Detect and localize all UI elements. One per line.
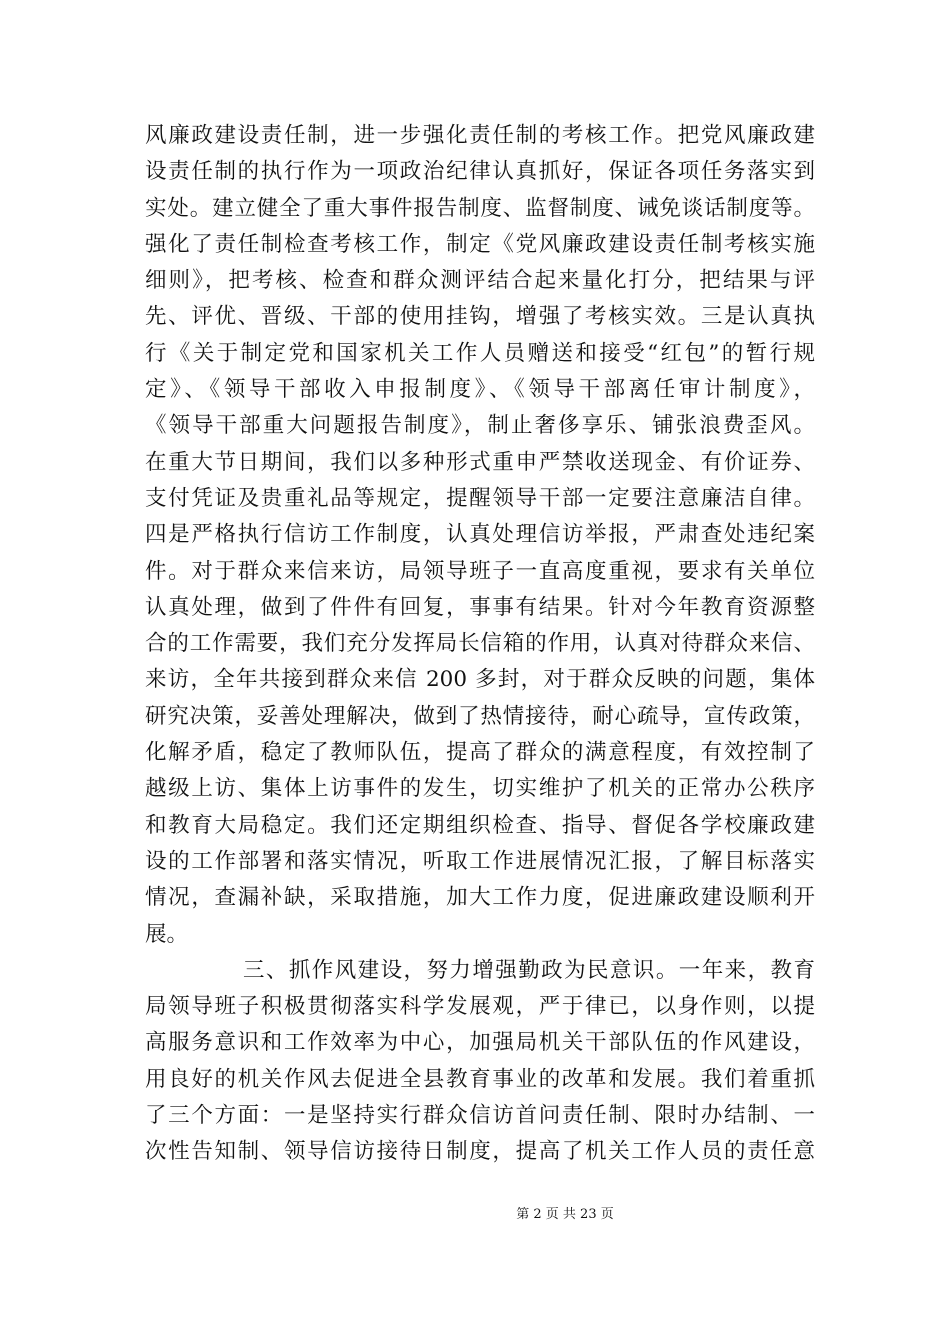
text-line: 用良好的机关作风去促进全县教育事业的改革和发展。我们着重抓 [145, 1066, 815, 1092]
text-line: 认真处理，做到了件件有回复，事事有结果。针对今年教育资源整 [145, 594, 815, 620]
text-line: 展。 [145, 921, 189, 947]
text-line: 次性告知制、领导信访接待日制度，提高了机关工作人员的责任意 [145, 1139, 815, 1165]
body-text [145, 118, 815, 1171]
text-line: 《领导干部重大问题报告制度》，制止奢侈享乐、铺张浪费歪风。 [145, 413, 815, 439]
text-line: 实处。建立健全了重大事件报告制度、监督制度、诫免谈话制度等。 [145, 195, 815, 221]
text-line: 化解矛盾，稳定了教师队伍，提高了群众的满意程度，有效控制了 [145, 740, 815, 766]
text-line: 和教育大局稳定。我们还定期组织检查、指导、督促各学校廉政建 [145, 812, 815, 838]
text-line: 研究决策，妥善处理解决，做到了热情接待，耐心疏导，宣传政策， [145, 703, 815, 729]
text-line: 件。对于群众来信来访，局领导班子一直高度重视，要求有关单位 [145, 558, 815, 584]
text-line: 了三个方面：一是坚持实行群众信访首问责任制、限时办结制、一 [145, 1103, 815, 1129]
text-line: 四是严格执行信访工作制度，认真处理信访举报，严肃查处违纪案 [145, 522, 815, 548]
text-line: 强化了责任制检查考核工作，制定《党风廉政建设责任制考核实施 [145, 231, 815, 257]
text-line: 风廉政建设责任制，进一步强化责任制的考核工作。把党风廉政建 [145, 123, 815, 148]
text-line: 高服务意识和工作效率为中心，加强局机关干部队伍的作风建设， [145, 1030, 815, 1056]
text-line: 细则》，把考核、检查和群众测评结合起来量化打分，把结果与评 [145, 268, 815, 294]
text-line: 越级上访、集体上访事件的发生，切实维护了机关的正常办公秩序 [145, 776, 815, 802]
text-line: 设的工作部署和落实情况，听取工作进展情况汇报，了解目标落实 [145, 848, 815, 874]
text-line: 先、评优、晋级、干部的使用挂钩，增强了考核实效。三是认真执 [145, 304, 815, 330]
text-line: 行《关于制定党和国家机关工作人员赠送和接受“红包”的暂行规 [145, 340, 815, 366]
text-line: 设责任制的执行作为一项政治纪律认真抓好，保证各项任务落实到 [145, 159, 815, 185]
text-line: 支付凭证及贵重礼品等规定，提醒领导干部一定要注意廉洁自律。 [145, 485, 815, 511]
page-number-footer: 第 2 页 共 23 页 [516, 1207, 614, 1222]
text-line: 来访，全年共接到群众来信 200 多封，对于群众反映的问题，集体 [145, 667, 815, 693]
section-heading-line: 三、抓作风建设，努力增强勤政为民意识。一年来，教育 [243, 957, 815, 983]
text-line: 在重大节日期间，我们以多种形式重申严禁收送现金、有价证券、 [145, 449, 815, 475]
text-line: 情况，查漏补缺，采取措施，加大工作力度，促进廉政建设顺利开 [145, 885, 815, 911]
text-line: 局领导班子积极贯彻落实科学发展观，严于律已，以身作则，以提 [145, 994, 815, 1020]
text-line: 定》、《领导干部收入申报制度》、《领导干部离任审计制度》， [145, 377, 815, 403]
text-line: 合的工作需要，我们充分发挥局长信箱的作用，认真对待群众来信、 [145, 631, 815, 657]
